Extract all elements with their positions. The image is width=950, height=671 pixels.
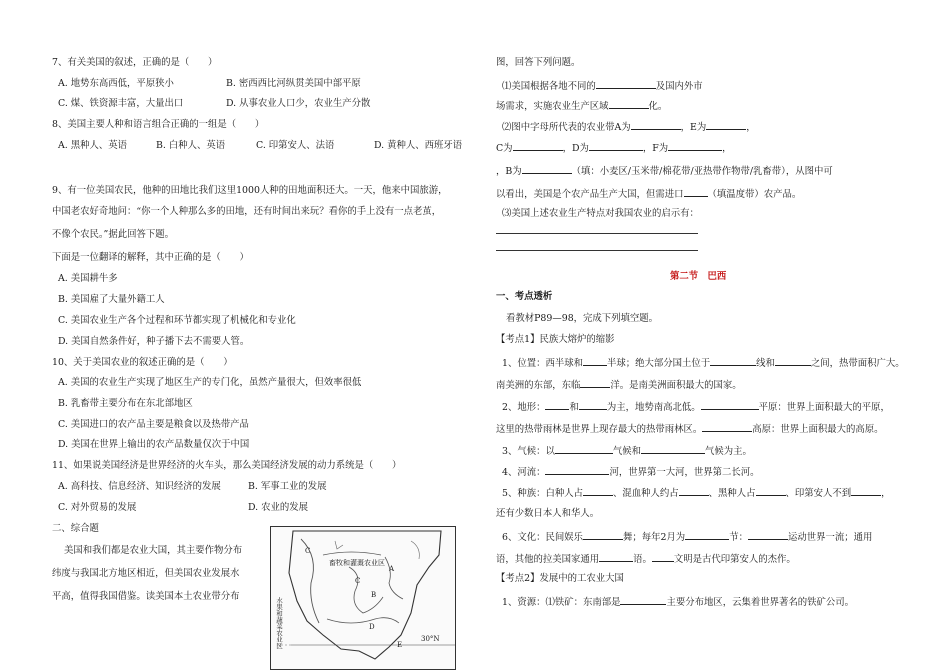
culture-blank-1[interactable] (583, 529, 623, 540)
location-blank-1[interactable] (583, 355, 607, 366)
location-line-1: 1、位置：西半球和 半球；绝大部分国土位于 线和 之间，热带面积广大。 (502, 355, 905, 370)
race-blank-4[interactable] (851, 485, 881, 496)
q9-option-d[interactable]: D. 美国自然条件好，种子播下去不需要人管。 (58, 336, 250, 347)
map-label-latitude: 30°N (421, 635, 440, 643)
q8-stem: 8、美国主要人种和语言组合正确的一组是（ ） (52, 119, 265, 130)
race-blank-2[interactable] (679, 485, 709, 496)
q2-blank-a[interactable] (631, 119, 681, 130)
map-letter-d: D (369, 623, 375, 631)
culture-blank-2[interactable] (685, 529, 729, 540)
q3-stem: ⑶美国上述农业生产特点对我国农业的启示有： (502, 208, 699, 219)
climate-blank-2[interactable] (641, 443, 705, 454)
q10-stem: 10、关于美国农业的叙述正确的是（ ） (52, 357, 233, 368)
q11-stem: 11、如果说美国经济是世界经济的火车头，那么美国经济发展的动力系统是（ ） (52, 460, 402, 471)
resources-line: 1、资源：⑴铁矿：东南部是 主要分布地区，云集着世界著名的铁矿公司。 (502, 594, 854, 609)
terrain-line-2: 这里的热带雨林是世界上现存最大的热带雨林区。 高原：世界上面积最大的高原。 (496, 421, 884, 436)
race-line-2: 还有少数日本人和华人。 (496, 508, 600, 519)
q2-blank-e[interactable] (706, 119, 746, 130)
section-heading-comprehensive: 二、综合题 (52, 523, 99, 534)
q7-option-c[interactable]: C. 煤、铁资源丰富，大量出口 (58, 98, 184, 109)
q1-line-2: 场需求，实施农业生产区域 化。 (496, 98, 667, 113)
q11-option-b[interactable]: B. 军事工业的发展 (248, 481, 327, 492)
q3-answer-line-1[interactable] (496, 233, 698, 234)
us-agriculture-map (270, 526, 456, 670)
terrain-line-1: 2、地形： 和 为主，地势南高北低。 平原：世界上面积最大的平原， (502, 399, 890, 414)
terrain-blank-2[interactable] (579, 399, 607, 410)
resources-blank[interactable] (620, 594, 666, 605)
q9-option-a[interactable]: A. 美国耕牛多 (58, 273, 118, 284)
q11-option-d[interactable]: D. 农业的发展 (248, 502, 309, 513)
q8-option-d[interactable]: D. 黄种人、西班牙语 (374, 140, 463, 151)
q9-passage-2: 中国老农好奇地问：“你一个人种那么多的田地，还有时间出来玩？看你的手上没有一点老茧， (52, 206, 442, 217)
location-blank-2[interactable] (710, 355, 756, 366)
comp-paragraph-1: 美国和我们都是农业大国，其主要作物分布 (64, 545, 243, 556)
location-blank-4[interactable] (580, 377, 610, 388)
q10-option-b[interactable]: B. 乳畜带主要分布在东北部地区 (58, 398, 193, 409)
q8-option-c[interactable]: C. 印第安人、法语 (256, 140, 335, 151)
q2-line-4: 以看出，美国是个农产品生产大国，但需进口 （填温度带）农产品。 (496, 186, 801, 201)
q10-option-a[interactable]: A. 美国的农业生产实现了地区生产的专门化，虽然产量很大，但效率很低 (58, 377, 362, 388)
section-title-brazil: 第二节 巴西 (670, 271, 727, 282)
q1-blank-2[interactable] (609, 98, 649, 109)
q7-option-b[interactable]: B. 密西西比河纵贯美国中部平原 (226, 78, 361, 89)
q11-option-c[interactable]: C. 对外贸易的发展 (58, 502, 137, 513)
climate-blank-1[interactable] (555, 443, 613, 454)
q8-option-b[interactable]: B. 白种人、英语 (156, 140, 226, 151)
key-point-1-title: 【考点1】民族大熔炉的缩影 (496, 334, 615, 345)
river-blank[interactable] (545, 464, 609, 475)
q9-option-b[interactable]: B. 美国雇了大量外籍工人 (58, 294, 165, 305)
race-line-1: 5、种族：白种人占 、混血种人约占 、黑种人占 、印第安人不到 ， (502, 485, 891, 500)
q8-option-a[interactable]: A. 黑种人、英语 (58, 140, 127, 151)
q2-blank-d[interactable] (589, 140, 643, 151)
q2-blank-c[interactable] (513, 140, 563, 151)
terrain-blank-3[interactable] (701, 399, 759, 410)
q10-option-c[interactable]: C. 美国进口的农产品主要是粮食以及热带产品 (58, 419, 249, 430)
culture-blank-5[interactable] (652, 551, 674, 562)
culture-line-2: 语，其他的拉美国家通用 语。 文明是古代印第安人的杰作。 (496, 551, 796, 566)
race-blank-1[interactable] (583, 485, 613, 496)
q9-passage-1: 9、有一位美国农民，他种的田地比我们这里1000人种的田地面积还大。一天，他来中国旅游， (52, 185, 448, 196)
location-blank-3[interactable] (775, 355, 811, 366)
map-letter-c-west: C (305, 547, 311, 555)
q9-option-c[interactable]: C. 美国农业生产各个过程和环节都实现了机械化和专业化 (58, 315, 296, 326)
q2-blank-b[interactable] (522, 163, 572, 174)
us-outline-drawing (271, 527, 455, 669)
q9-passage-3: 不像个农民。”据此回答下题。 (52, 229, 174, 240)
map-label-ranching-irrigation: 畜牧和灌溉农业区 (329, 559, 385, 567)
q7-stem: 7、有关美国的叙述，正确的是（ ） (52, 57, 218, 68)
map-label-fruit-vegetable: 水果和蔬菜农业区 (275, 597, 283, 649)
q7-option-d[interactable]: D. 从事农业人口少，农业生产分散 (226, 98, 371, 109)
q10-option-d[interactable]: D. 美国在世界上输出的农产品数量仅次于中国 (58, 439, 250, 450)
culture-blank-3[interactable] (748, 529, 788, 540)
comp-paragraph-2: 纬度与我国北方地区相近，但美国农业发展水 (52, 568, 240, 579)
map-continuation: 图，回答下列问题。 (496, 57, 581, 68)
terrain-blank-1[interactable] (545, 399, 569, 410)
q1-line-1: ⑴美国根据各地不同的 及国内外市 (502, 78, 703, 93)
q9-stem: 下面是一位翻译的解释，其中正确的是（ ） (52, 252, 249, 263)
q1-blank-1[interactable] (596, 78, 656, 89)
q2-line-2: C为 ，D为 ，F为 ， (496, 140, 732, 155)
q2-blank-zone[interactable] (684, 186, 708, 197)
location-line-2: 南美洲的东部，东临 洋。是南美洲面积最大的国家。 (496, 377, 742, 392)
terrain-blank-4[interactable] (702, 421, 752, 432)
culture-blank-4[interactable] (599, 551, 633, 562)
race-blank-3[interactable] (756, 485, 786, 496)
q2-line-1: ⑵图中字母所代表的农业带A为 ，E为 ， (502, 119, 756, 134)
map-letter-e: E (397, 641, 403, 649)
textbook-instruction: 看教材P89—98，完成下列填空题。 (506, 313, 659, 324)
map-letter-b: B (371, 591, 377, 599)
map-letter-c: C (355, 577, 361, 585)
comp-paragraph-3: 平高，值得我国借鉴。读美国本土农业带分布 (52, 591, 240, 602)
q11-option-a[interactable]: A. 高科技、信息经济、知识经济的发展 (58, 481, 221, 492)
heading-key-points: 一、考点透析 (496, 291, 553, 302)
climate-line: 3、气候：以 气候和 气候为主。 (502, 443, 752, 458)
map-letter-a: A (389, 565, 395, 573)
q7-option-a[interactable]: A. 地势东高西低，平原狭小 (58, 78, 174, 89)
culture-line-1: 6、文化：民间娱乐 舞；每年2月为 节： 运动世界一流；通用 (502, 529, 872, 544)
q2-line-3: ，B为 （填：小麦区/玉米带/棉花带/亚热带作物带/乳畜带），从图中可 (496, 163, 833, 178)
river-line: 4、河流： 河，世界第一大河，世界第二长河。 (502, 464, 759, 479)
key-point-2-title: 【考点2】发展中的工农业大国 (496, 573, 624, 584)
q3-answer-line-2[interactable] (496, 250, 698, 251)
q2-blank-f[interactable] (668, 140, 722, 151)
